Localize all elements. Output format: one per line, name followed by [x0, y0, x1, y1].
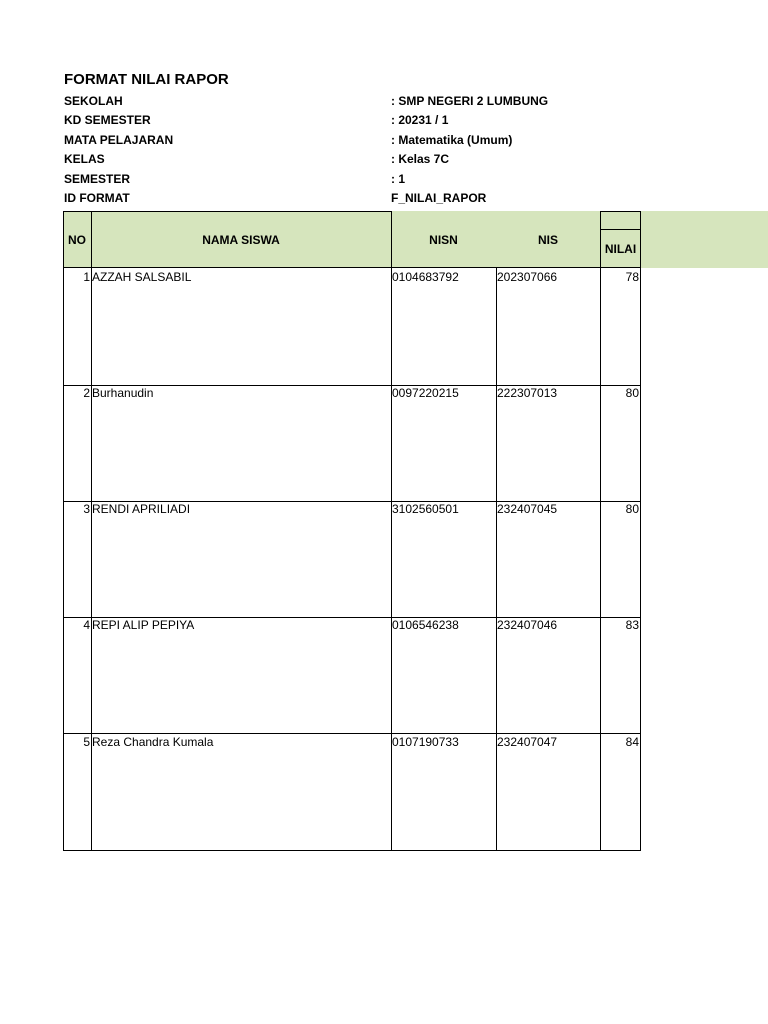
row-no: 5 — [83, 735, 90, 749]
row-nis: 232407047 — [497, 735, 558, 749]
meta-value-id-format: F_NILAI_RAPOR — [391, 191, 487, 205]
row-nisn: 3102560501 — [392, 502, 459, 516]
meta-label-mata-pelajaran: MATA PELAJARAN — [64, 133, 174, 147]
row-no: 2 — [83, 386, 90, 400]
row-nama: REPI ALIP PEPIYA — [92, 618, 195, 632]
row-nama: AZZAH SALSABIL — [92, 270, 192, 284]
meta-label-sekolah: SEKOLAH — [64, 94, 123, 108]
header-no: NO — [68, 232, 86, 247]
row-nis: 232407046 — [497, 618, 558, 632]
meta-label-id-format: ID FORMAT — [64, 191, 130, 205]
row-nisn: 0104683792 — [392, 270, 459, 284]
header-nama-siswa: NAMA SISWA — [202, 232, 280, 247]
row-nilai: 80 — [625, 502, 639, 516]
meta-value-kd-semester: : 20231 / 1 — [391, 113, 449, 127]
header-nisn: NISN — [429, 232, 458, 247]
meta-value-semester: : 1 — [391, 172, 406, 186]
row-nilai: 83 — [625, 618, 639, 632]
row-nisn: 0107190733 — [392, 735, 459, 749]
meta-label-kelas: KELAS — [64, 152, 105, 166]
row-no: 1 — [83, 270, 90, 284]
page-title: FORMAT NILAI RAPOR — [64, 71, 229, 88]
row-nama: Burhanudin — [92, 386, 154, 400]
meta-label-kd-semester: KD SEMESTER — [64, 113, 151, 127]
row-nisn: 0097220215 — [392, 386, 459, 400]
meta-value-sekolah: : SMP NEGERI 2 LUMBUNG — [391, 94, 549, 108]
row-nis: 222307013 — [497, 386, 558, 400]
row-nilai: 80 — [625, 386, 639, 400]
row-nilai: 84 — [625, 735, 639, 749]
row-no: 3 — [83, 502, 90, 516]
row-nilai: 78 — [625, 270, 639, 284]
row-nama: RENDI APRILIADI — [92, 502, 191, 516]
row-nis: 232407045 — [497, 502, 558, 516]
row-no: 4 — [83, 618, 90, 632]
header-nis: NIS — [537, 232, 558, 247]
meta-label-semester: SEMESTER — [64, 172, 131, 186]
row-nisn: 0106546238 — [392, 618, 459, 632]
row-nis: 202307066 — [497, 270, 558, 284]
meta-value-kelas: : Kelas 7C — [391, 152, 450, 166]
row-nama: Reza Chandra Kumala — [92, 735, 214, 749]
header-nilai: NILAI — [604, 242, 637, 256]
meta-value-mata-pelajaran: : Matematika (Umum) — [391, 133, 513, 147]
